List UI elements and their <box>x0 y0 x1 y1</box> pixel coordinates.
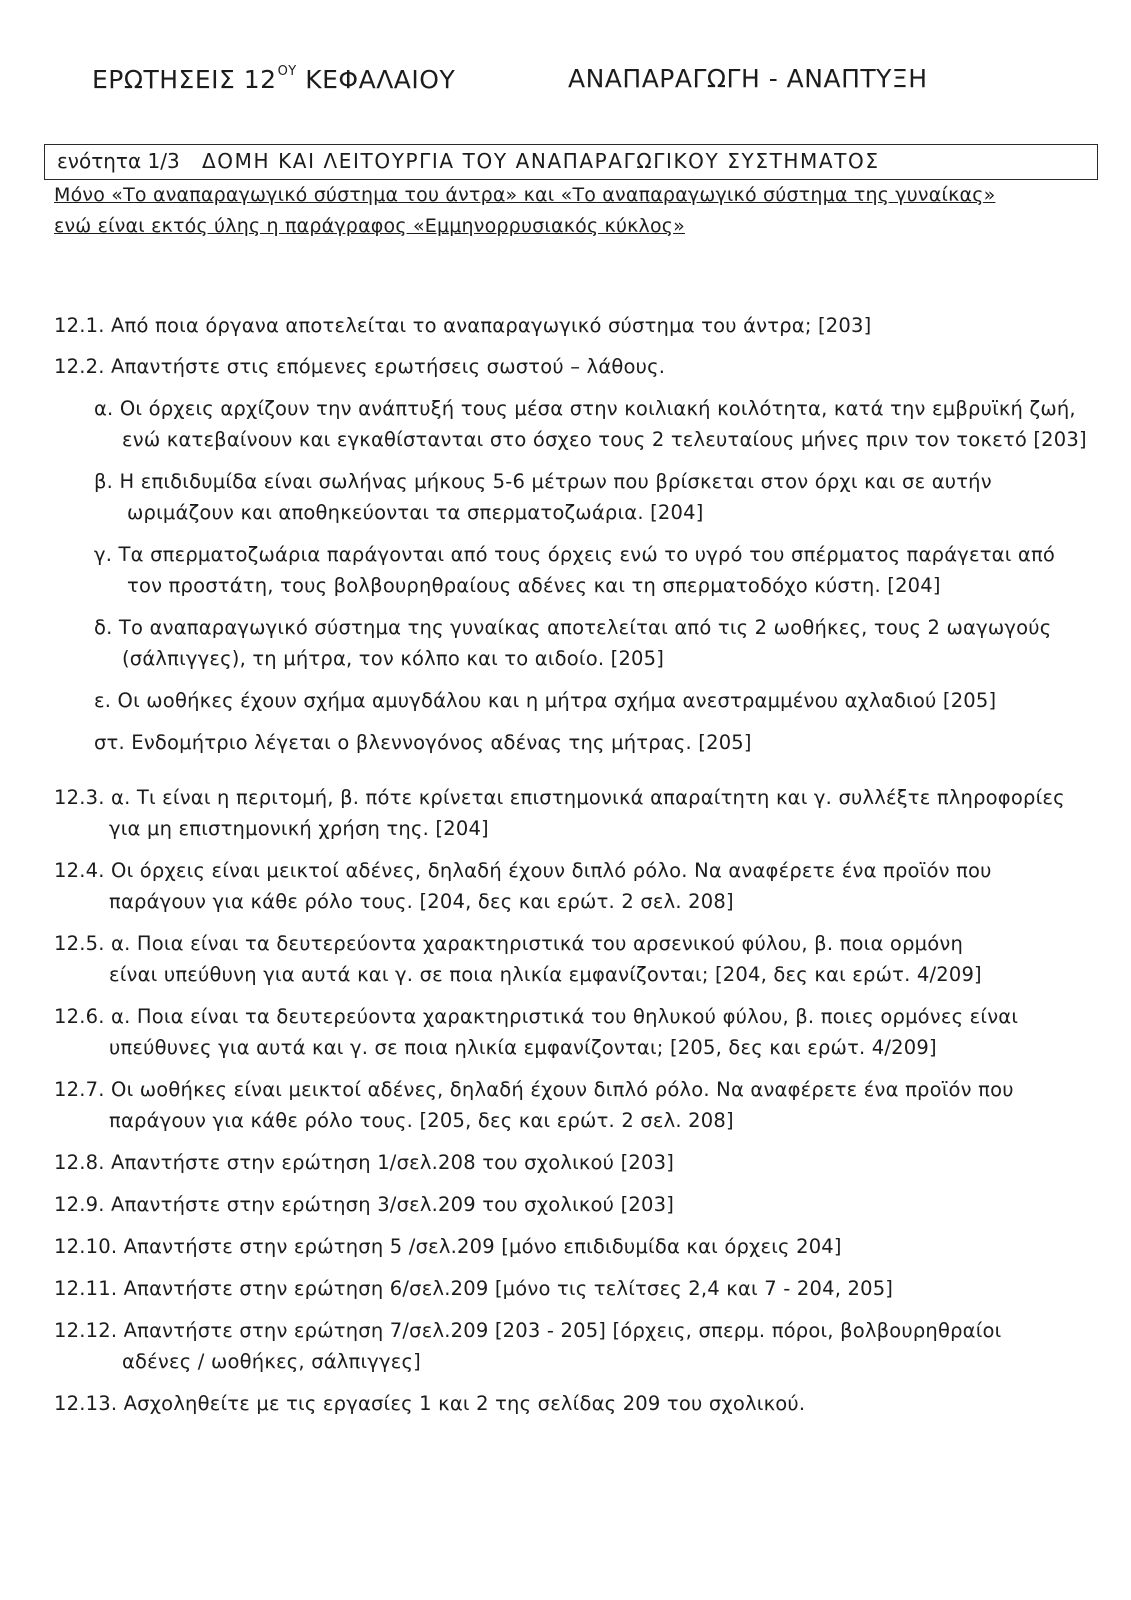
syllabus-note-line-1: Μόνο «Το αναπαραγωγικό σύστημα του άντρα» και «Το αναπαραγωγικό σύστημα της γυναίκας» <box>54 184 996 206</box>
subject-title: ΑΝΑΠΑΡΑΓΩΓΗ - ΑΝΑΠΤΥΞΗ <box>568 64 928 93</box>
question-12-2-d: δ. Το αναπαραγωγικό σύστημα της γυναίκας αποτελείται από τις 2 ωοθήκες, τους 2 ωαγωγούς <box>94 616 1052 639</box>
question-12-11: 12.11. Απαντήστε στην ερώτηση 6/σελ.209 [μόνο τις τελίτσες 2,4 και 7 - 204, 205] <box>54 1277 894 1300</box>
question-12-4: 12.4. Οι όρχεις είναι μεικτοί αδένες, δηλαδή έχουν διπλό ρόλο. Να αναφέρετε ένα προϊόν που <box>54 859 992 882</box>
question-12-2-c: γ. Τα σπερματοζωάρια παράγονται από τους όρχεις ενώ το υγρό του σπέρματος παράγεται από <box>94 543 1056 566</box>
question-12-1: 12.1. Από ποια όργανα αποτελείται το αναπαραγωγικό σύστημα του άντρα; [203] <box>54 314 872 337</box>
section-title: ΔΟΜΗ ΚΑΙ ΛΕΙΤΟΥΡΓΙΑ ΤΟΥ ΑΝΑΠΑΡΑΓΩΓΙΚΟΥ ΣΥΣΤΗΜΑΤΟΣ <box>202 149 880 173</box>
question-12-9: 12.9. Απαντήστε στην ερώτηση 3/σελ.209 του σχολικού [203] <box>54 1193 675 1216</box>
question-12-2-b: β. Η επιδιδυμίδα είναι σωλήνας μήκους 5-6 μέτρων που βρίσκεται στον όρχι και σε αυτήν <box>94 470 992 493</box>
question-12-2-e: ε. Οι ωοθήκες έχουν σχήμα αμυγδάλου και η μήτρα σχήμα ανεστραμμένου αχλαδιού [205] <box>94 689 997 712</box>
chapter-title-superscript: ΟΥ <box>277 64 297 79</box>
question-12-12: 12.12. Απαντήστε στην ερώτηση 7/σελ.209 [203 - 205] [όρχεις, σπερμ. πόροι, βολβουρηθραίοι <box>54 1319 1002 1342</box>
question-12-2-a-cont: ενώ κατεβαίνουν και εγκαθίστανται στο όσχεο τους 2 τελευταίους μήνες πριν τον τοκετό [203] <box>122 428 1087 451</box>
syllabus-note-line-2: ενώ είναι εκτός ύλης η παράγραφος «Εμμηνορρυσιακός κύκλος» <box>54 215 685 237</box>
question-12-5-cont: είναι υπεύθυνη για αυτά και γ. σε ποια ηλικία εμφανίζονται; [204, δες και ερώτ. 4/209] <box>109 963 982 986</box>
question-12-2: 12.2. Απαντήστε στις επόμενες ερωτήσεις σωστού – λάθους. <box>54 355 666 378</box>
question-12-7-cont: παράγουν για κάθε ρόλο τους. [205, δες και ερώτ. 2 σελ. 208] <box>109 1109 734 1132</box>
question-12-6-cont: υπεύθυνες για αυτά και γ. σε ποια ηλικία εμφανίζονται; [205, δες και ερώτ. 4/209] <box>109 1036 937 1059</box>
question-12-2-st: στ. Ενδομήτριο λέγεται ο βλεννογόνος αδένας της μήτρας. [205] <box>94 731 752 754</box>
chapter-title: ΕΡΩΤΗΣΕΙΣ $12^{O\Upsilon}$ ΚΕΦΑΛΑΙΟΥ <box>92 64 456 94</box>
question-12-2-a: α. Οι όρχεις αρχίζουν την ανάπτυξή τους μέσα στην κοιλιακή κοιλότητα, κατά την εμβρυϊκή ζωή, <box>94 397 1076 420</box>
question-12-3: 12.3. α. Τι είναι η περιτομή, β. πότε κρίνεται επιστημονικά απαραίτητη και γ. συλλέξτε πληροφορίες <box>54 786 1065 809</box>
question-12-8: 12.8. Απαντήστε στην ερώτηση 1/σελ.208 του σχολικού [203] <box>54 1151 675 1174</box>
section-number: ενότητα 1/3 <box>57 149 180 173</box>
question-12-6: 12.6. α. Ποια είναι τα δευτερεύοντα χαρακτηριστικά του θηλυκού φύλου, β. ποιες ορμόνες είναι <box>54 1005 1019 1028</box>
question-12-12-cont: αδένες / ωοθήκες, σάλπιγγες] <box>122 1350 421 1373</box>
question-12-5: 12.5. α. Ποια είναι τα δευτερεύοντα χαρακτηριστικά του αρσενικού φύλου, β. ποια ορμόνη <box>54 932 964 955</box>
question-12-3-cont: για μη επιστημονική χρήση της. [204] <box>109 817 489 840</box>
question-12-2-d-cont: (σάλπιγγες), τη μήτρα, τον κόλπο και το αιδοίο. [205] <box>122 647 665 670</box>
section-heading-box <box>44 144 1098 180</box>
question-12-10: 12.10. Απαντήστε στην ερώτηση 5 /σελ.209 [μόνο επιδιδυμίδα και όρχεις 204] <box>54 1235 842 1258</box>
question-12-7: 12.7. Οι ωοθήκες είναι μεικτοί αδένες, δηλαδή έχουν διπλό ρόλο. Να αναφέρετε ένα προϊόν που <box>54 1078 1014 1101</box>
question-12-4-cont: παράγουν για κάθε ρόλο τους. [204, δες και ερώτ. 2 σελ. 208] <box>109 890 734 913</box>
question-12-2-b-cont: ωριμάζουν και αποθηκεύονται τα σπερματοζωάρια. [204] <box>127 501 704 524</box>
question-12-13: 12.13. Ασχοληθείτε με τις εργασίες 1 και 2 της σελίδας 209 του σχολικού. <box>54 1392 806 1415</box>
question-12-2-c-cont: τον προστάτη, τους βολβουρηθραίους αδένες και τη σπερματοδόχο κύστη. [204] <box>127 574 941 597</box>
